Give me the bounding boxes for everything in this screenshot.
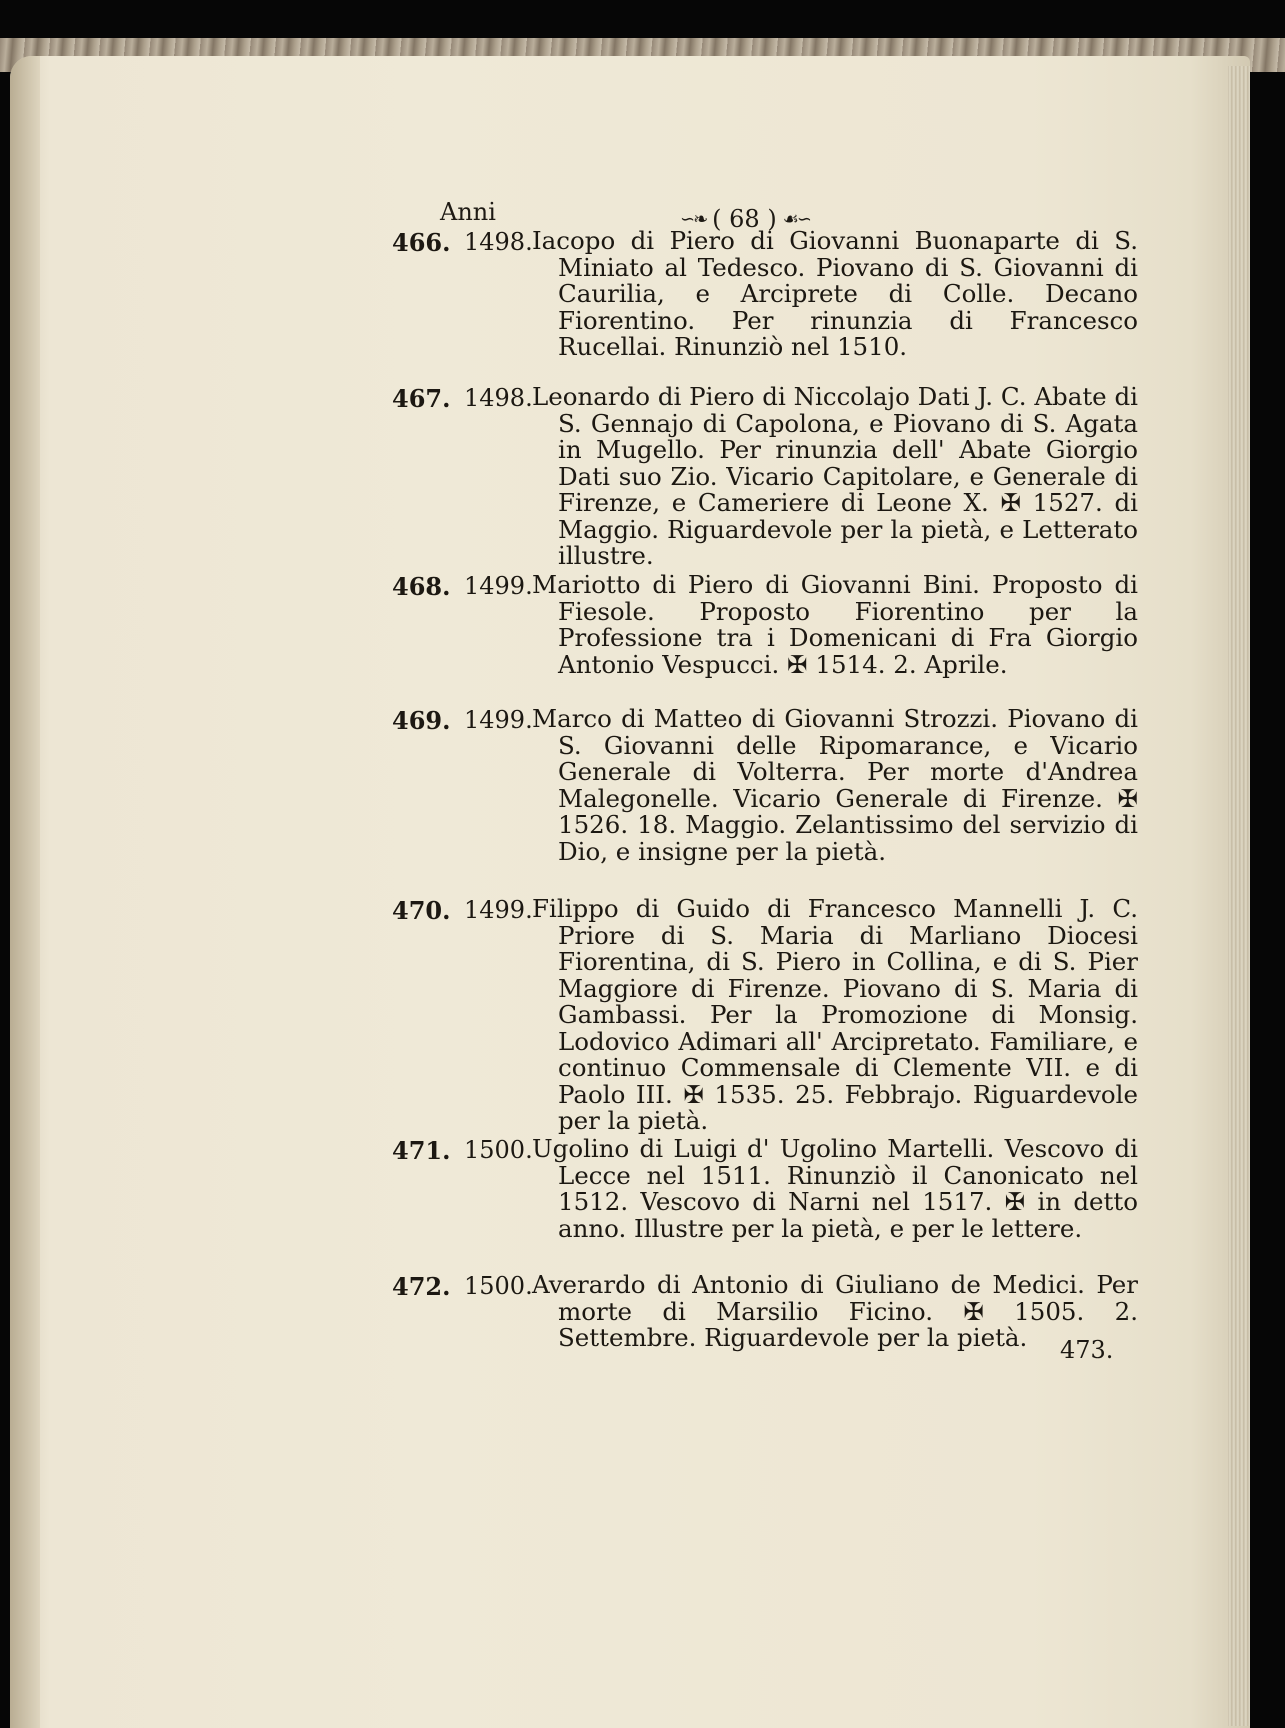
entry-text: Leonardo di Piero di Niccolajo Dati J. C. Abate di S. Gennajo di Capolona, e Piovano di S. Agata in Mugello. Per rinunzia dell' Abate Giorgio Dati suo Zio. Vicario Capitolare, e Generale di Firenze, e Cameriere di Leone X. ✠ 1527. di Maggio. Riguardevole per la pietà, e Letterato illustre. bbox=[532, 382, 1138, 570]
entry-text: Averardo di Antonio di Giuliano de Medici. Per morte di Marsilio Ficino. ✠ 1505. 2. Settembre. Riguardevole per la pietà. bbox=[532, 1270, 1138, 1352]
entry-472 bbox=[392, 1272, 1138, 1352]
entry-number: 471. bbox=[392, 1136, 451, 1165]
entry-number: 469. bbox=[392, 706, 451, 735]
entry-year: 1499. bbox=[464, 706, 533, 734]
entry-year: 1498. bbox=[464, 228, 533, 256]
ornament-left: ∽❧ bbox=[680, 208, 707, 230]
catchword: 473. bbox=[1060, 1336, 1114, 1364]
gutter-shadow bbox=[10, 56, 40, 1728]
ornament-right: ☙∽ bbox=[782, 208, 810, 230]
entry-text: Marco di Matteo di Giovanni Strozzi. Piovano di S. Giovanni delle Ripomarance, e Vicario Generale di Volterra. Per morte d'Andrea Malegonelle. Vicario Generale di Firenze. ✠ 1526. 18. Maggio. Zelantissimo del servizio di Dio, e insigne per la pietà. bbox=[532, 704, 1138, 866]
entry-467 bbox=[392, 384, 1138, 570]
entry-466 bbox=[392, 228, 1138, 361]
entry-468 bbox=[392, 572, 1138, 678]
running-head: Anni bbox=[440, 198, 496, 226]
entry-text: Mariotto di Piero di Giovanni Bini. Proposto di Fiesole. Proposto Fiorentino per la Professione tra i Domenicani di Fra Giorgio Antonio Vespucci. ✠ 1514. 2. Aprile. bbox=[532, 570, 1138, 679]
entry-number: 467. bbox=[392, 384, 451, 413]
entry-number: 468. bbox=[392, 572, 451, 601]
entry-text: Iacopo di Piero di Giovanni Buonaparte di S. Miniato al Tedesco. Piovano di S. Giovanni di Caurilia, e Arciprete di Colle. Decano Fiorentino. Per rinunzia di Francesco Rucellai. Rinunziò nel 1510. bbox=[532, 226, 1138, 361]
entry-text: Ugolino di Luigi d' Ugolino Martelli. Vescovo di Lecce nel 1511. Rinunziò il Canonicato nel 1512. Vescovo di Narni nel 1517. ✠ in detto anno. Illustre per la pietà, e per le lettere. bbox=[532, 1134, 1138, 1243]
entry-469 bbox=[392, 706, 1138, 865]
entry-number: 470. bbox=[392, 896, 451, 925]
entry-year: 1500. bbox=[464, 1272, 533, 1300]
folio-number: ( 68 ) bbox=[712, 205, 777, 233]
entry-year: 1500. bbox=[464, 1136, 533, 1164]
entry-year: 1498. bbox=[464, 384, 533, 412]
entry-year: 1499. bbox=[464, 896, 533, 924]
fore-edge bbox=[1228, 66, 1250, 1726]
entry-number: 466. bbox=[392, 228, 451, 257]
entry-year: 1499. bbox=[464, 572, 533, 600]
entry-471 bbox=[392, 1136, 1138, 1242]
entry-text: Filippo di Guido di Francesco Mannelli J. C. Priore di S. Maria di Marliano Diocesi Fiorentina, di S. Piero in Collina, e di S. Pier Maggiore di Firenze. Piovano di S. Maria di Gambassi. Per la Promozione di Monsig. Lodovico Adimari all' Arcipretato. Familiare, e continuo Commensale di Clemente VII. e di Paolo III. ✠ 1535. 25. Febbrajo. Riguardevole per la pietà. bbox=[532, 894, 1138, 1135]
entry-470 bbox=[392, 896, 1138, 1135]
entry-number: 472. bbox=[392, 1272, 451, 1301]
